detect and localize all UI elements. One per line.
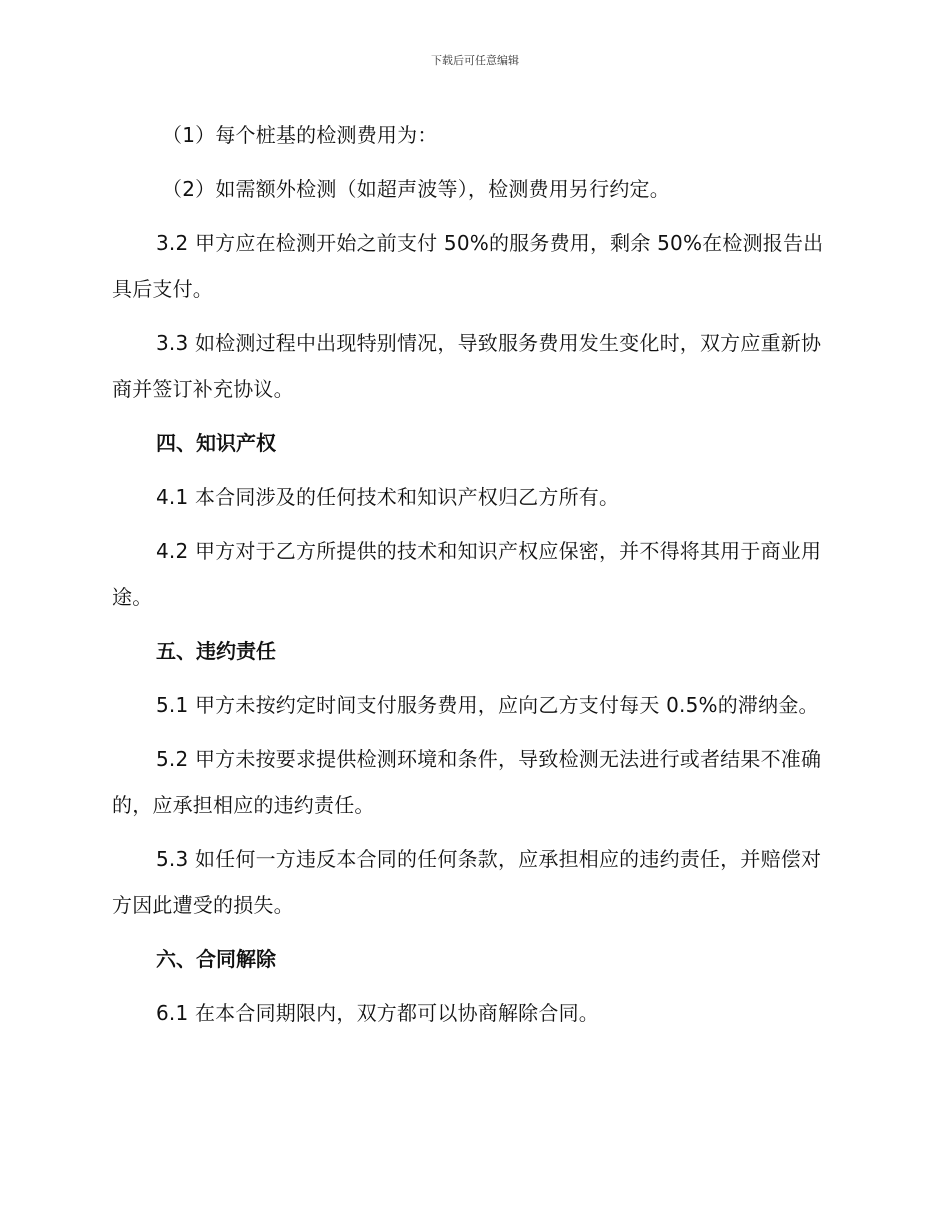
section-heading-termination: 六、合同解除 <box>156 947 276 971</box>
section-heading-breach: 五、违约责任 <box>156 639 276 663</box>
clause-5-2: 5.2 甲方未按要求提供检测环境和条件，导致检测无法进行或者结果不准确的，应承担相应的违约责任。 <box>112 747 822 817</box>
page-header: 下载后可任意编辑 <box>431 54 519 67</box>
clause-5-3: 5.3 如任何一方违反本合同的任何条款，应承担相应的违约责任，并赔偿对方因此遭受的损失。 <box>112 847 822 917</box>
fee-item-1: （1）每个桩基的检测费用为： <box>162 123 438 147</box>
clause-3-2: 3.2 甲方应在检测开始之前支付 50%的服务费用，剩余 50%在检测报告出具后支付。 <box>112 231 824 301</box>
document-body <box>112 112 828 1044</box>
section-heading-ip: 四、知识产权 <box>156 431 276 455</box>
clause-3-3: 3.3 如检测过程中出现特别情况，导致服务费用发生变化时，双方应重新协商并签订补充协议。 <box>112 331 822 401</box>
clause-4-1: 4.1 本合同涉及的任何技术和知识产权归乙方所有。 <box>156 485 620 509</box>
clause-4-2: 4.2 甲方对于乙方所提供的技术和知识产权应保密，并不得将其用于商业用途。 <box>112 539 822 609</box>
clause-5-1: 5.1 甲方未按约定时间支付服务费用，应向乙方支付每天 0.5%的滞纳金。 <box>156 693 819 717</box>
fee-item-2: （2）如需额外检测（如超声波等），检测费用另行约定。 <box>162 177 670 201</box>
clause-6-1: 6.1 在本合同期限内，双方都可以协商解除合同。 <box>156 1001 599 1025</box>
